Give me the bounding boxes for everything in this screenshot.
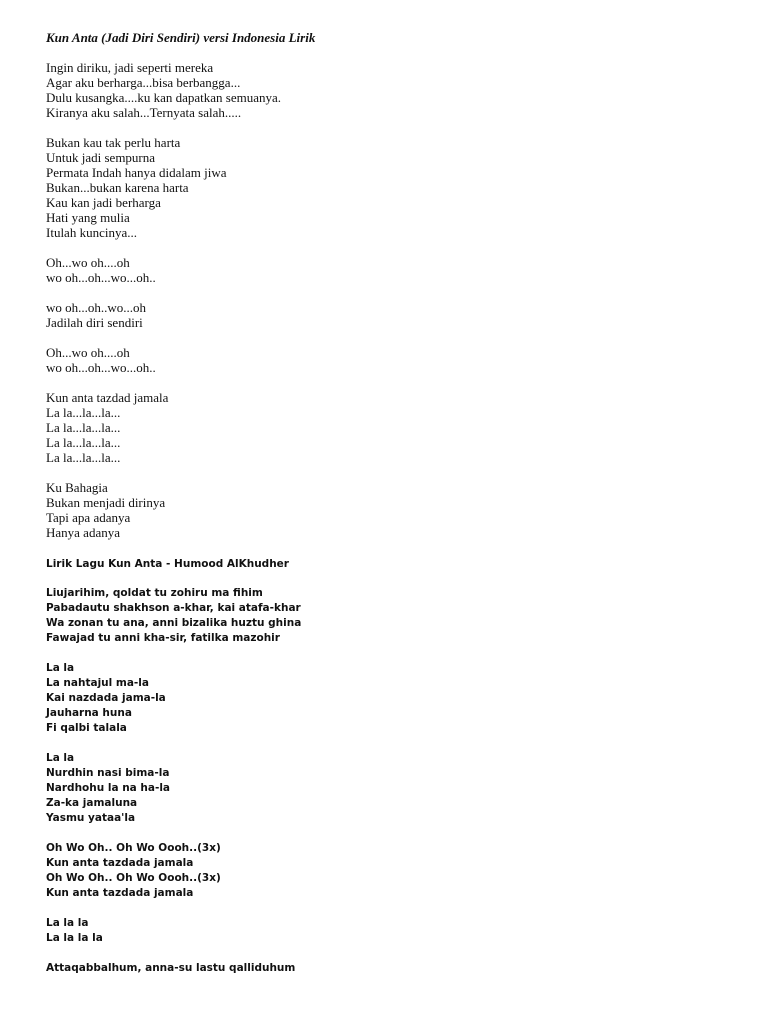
arabic-lyric-line: Kai nazdada jama-la — [46, 692, 166, 704]
arabic-lyric-line: Kun anta tazdada jamala — [46, 887, 194, 899]
arabic-lyric-line: Nurdhin nasi bima-la — [46, 767, 170, 779]
indonesian-lyric-line: Ingin diriku, jadi seperti mereka — [46, 60, 214, 75]
indonesian-lyric-line: Permata Indah hanya didalam jiwa — [46, 165, 227, 180]
indonesian-lyric-line: Jadilah diri sendiri — [46, 315, 143, 330]
indonesian-lyric-line: Kun anta tazdad jamala — [46, 390, 169, 405]
indonesian-lyric-stanza — [46, 480, 736, 540]
indonesian-lyric-line: Bukan kau tak perlu harta — [46, 135, 181, 150]
arabic-lyric-stanza — [46, 961, 736, 976]
arabic-lyric-line: Oh Wo Oh.. Oh Wo Oooh..(3x) — [46, 872, 221, 884]
arabic-lyric-line: Yasmu yataa'la — [46, 812, 136, 824]
arabic-lyric-stanza — [46, 841, 736, 901]
indonesian-lyric-line: Kiranya aku salah...Ternyata salah..... — [46, 105, 242, 120]
arabic-lyric-line: Fi qalbi talala — [46, 722, 127, 734]
indonesian-lyric-stanza — [46, 135, 736, 240]
indonesian-lyric-line: La la...la...la... — [46, 420, 121, 435]
arabic-lyric-stanza — [46, 916, 736, 946]
arabic-lyric-line: La la — [46, 752, 75, 764]
indonesian-lyric-line: La la...la...la... — [46, 450, 121, 465]
indonesian-lyric-line: Bukan...bukan karena harta — [46, 180, 189, 195]
arabic-lyric-stanza — [46, 661, 736, 736]
arabic-lyric-line: Fawajad tu anni kha-sir, fatilka mazohir — [46, 632, 280, 644]
arabic-lyric-line: Kun anta tazdada jamala — [46, 857, 194, 869]
arabic-lyric-line: La la la — [46, 917, 89, 929]
indonesian-lyric-line: Oh...wo oh....oh — [46, 345, 130, 360]
indonesian-lyric-line: Ku Bahagia — [46, 480, 108, 495]
indonesian-lyric-line: Kau kan jadi berharga — [46, 195, 161, 210]
arabic-lyrics-section — [46, 557, 736, 976]
arabic-lyric-line: Jauharna huna — [46, 707, 132, 719]
arabic-lyric-line: La nahtajul ma-la — [46, 677, 149, 689]
indonesian-lyric-line: Dulu kusangka....ku kan dapatkan semuanya. — [46, 90, 282, 105]
indonesian-lyric-stanza — [46, 345, 736, 375]
indonesian-lyric-line: Untuk jadi sempurna — [46, 150, 156, 165]
arabic-lyric-stanza — [46, 751, 736, 826]
indonesian-lyric-line: wo oh...oh..wo...oh — [46, 300, 147, 315]
indonesian-lyric-line: Oh...wo oh....oh — [46, 255, 130, 270]
indonesian-lyric-stanza — [46, 60, 736, 120]
indonesian-lyric-line: La la...la...la... — [46, 405, 121, 420]
indonesian-lyric-line: Hanya adanya — [46, 525, 120, 540]
indonesian-lyric-line: Itulah kuncinya... — [46, 225, 137, 240]
document-page — [46, 30, 736, 991]
indonesian-lyric-stanza — [46, 300, 736, 330]
arabic-lyric-line: Attaqabbalhum, anna-su lastu qalliduhum — [46, 962, 296, 974]
indonesian-lyric-line: Tapi apa adanya — [46, 510, 131, 525]
arabic-lyric-line: Liujarihim, qoldat tu zohiru ma fihim — [46, 587, 263, 599]
indonesian-lyric-line: Bukan menjadi dirinya — [46, 495, 166, 510]
indonesian-lyrics — [46, 60, 736, 540]
indonesian-lyric-stanza — [46, 255, 736, 285]
arabic-lyric-line: Za-ka jamaluna — [46, 797, 138, 809]
indonesian-lyric-line: Agar aku berharga...bisa berbangga... — [46, 75, 241, 90]
arabic-lyric-line: Wa zonan tu ana, anni bizalika huztu ghina — [46, 617, 302, 629]
arabic-lyric-line: La la — [46, 662, 75, 674]
indonesian-lyric-line: La la...la...la... — [46, 435, 121, 450]
document-title: Kun Anta (Jadi Diri Sendiri) versi Indonesia Lirik — [46, 30, 316, 45]
arabic-lyric-line: Oh Wo Oh.. Oh Wo Oooh..(3x) — [46, 842, 221, 854]
arabic-lyric-line: La la la la — [46, 932, 103, 944]
arabic-lyrics-title: Lirik Lagu Kun Anta - Humood AlKhudher — [46, 558, 289, 570]
indonesian-lyric-line: wo oh...oh...wo...oh.. — [46, 270, 156, 285]
indonesian-lyric-line: wo oh...oh...wo...oh.. — [46, 360, 156, 375]
arabic-lyric-line: Nardhohu la na ha-la — [46, 782, 171, 794]
indonesian-lyric-stanza — [46, 390, 736, 465]
arabic-lyrics — [46, 586, 736, 976]
arabic-lyric-stanza — [46, 586, 736, 646]
indonesian-lyric-line: Hati yang mulia — [46, 210, 130, 225]
arabic-lyric-line: Pabadautu shakhson a-khar, kai atafa-khar — [46, 602, 301, 614]
